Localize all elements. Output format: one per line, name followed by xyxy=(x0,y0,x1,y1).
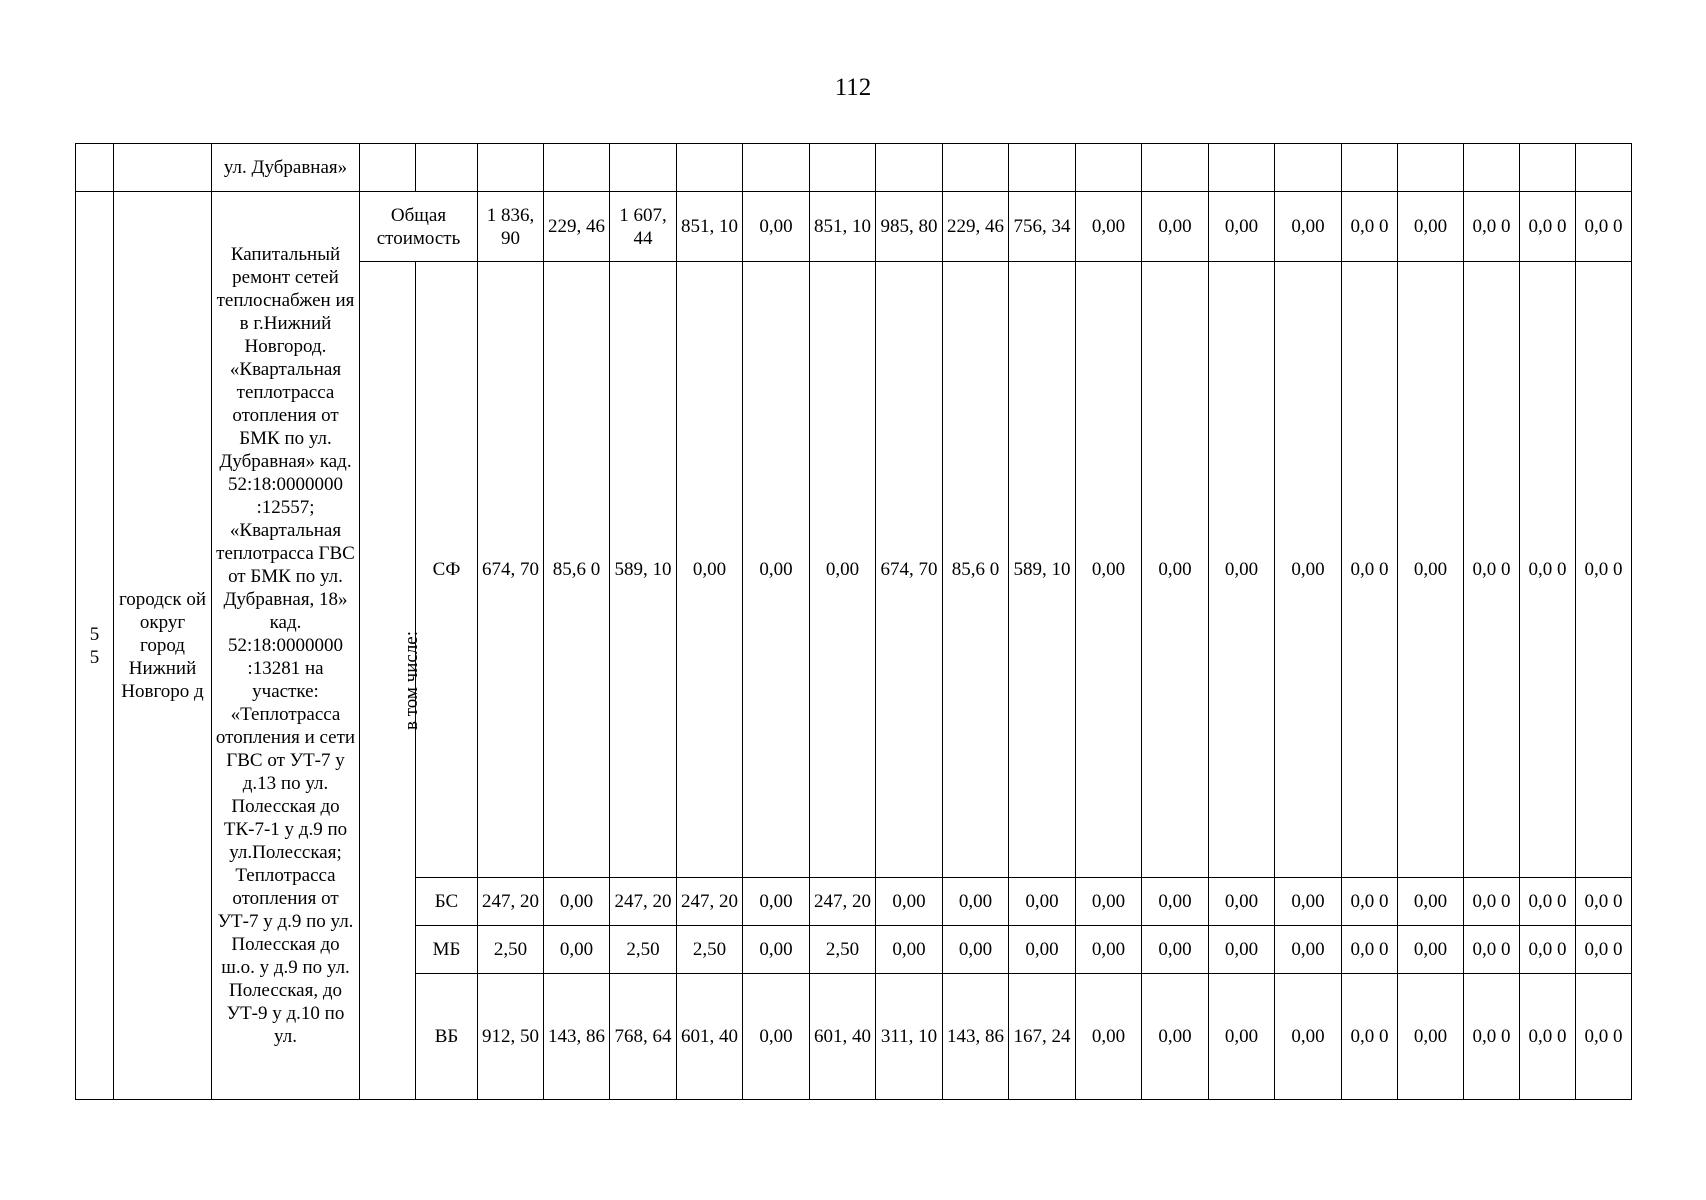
value-cell: 0,00 xyxy=(876,878,943,926)
value-cell: 0,0 0 xyxy=(1342,262,1398,878)
value-cell: 247, 20 xyxy=(810,878,876,926)
value-cell: 229, 46 xyxy=(544,192,610,262)
value-cell: 0,0 0 xyxy=(1464,878,1520,926)
value-cell: 311, 10 xyxy=(876,974,943,1100)
value-cell: 756, 34 xyxy=(1009,192,1076,262)
object-tail-cell: ул. Дубравная» xyxy=(212,144,360,192)
value-cell: 2,50 xyxy=(478,926,544,974)
value-cell: 601, 40 xyxy=(810,974,876,1100)
value-cell: 0,0 0 xyxy=(1464,974,1520,1100)
value-cell: 0,00 xyxy=(1275,926,1342,974)
value-cell: 0,00 xyxy=(1009,926,1076,974)
including-label: в том числе: xyxy=(401,630,423,731)
value-cell: 0,00 xyxy=(1209,974,1275,1100)
source-label: БС xyxy=(416,878,478,926)
value-cell: 0,00 xyxy=(1209,926,1275,974)
value-cell: 0,0 0 xyxy=(1520,878,1576,926)
value-cell: 589, 10 xyxy=(1009,262,1076,878)
budget-table xyxy=(75,143,1632,1100)
value-cell: 0,0 0 xyxy=(1520,926,1576,974)
value-cell: 851, 10 xyxy=(677,192,743,262)
value-cell: 0,00 xyxy=(1398,878,1464,926)
value-cell: 0,0 0 xyxy=(1342,926,1398,974)
value-cell: 0,00 xyxy=(1076,974,1142,1100)
continuation-row xyxy=(76,144,1632,192)
municipality: городск ой округ город Нижний Новгоро д xyxy=(114,192,212,1100)
value-cell: 0,00 xyxy=(743,974,810,1100)
value-cell: 589, 10 xyxy=(610,262,677,878)
value-cell: 0,0 0 xyxy=(1576,878,1632,926)
value-cell: 0,00 xyxy=(1398,926,1464,974)
value-cell: 0,0 0 xyxy=(1520,974,1576,1100)
value-cell: 229, 46 xyxy=(943,192,1009,262)
value-cell: 247, 20 xyxy=(610,878,677,926)
table-row-total xyxy=(76,192,1632,262)
value-cell: 0,00 xyxy=(743,878,810,926)
value-cell: 2,50 xyxy=(810,926,876,974)
value-cell: 0,00 xyxy=(1142,878,1209,926)
value-cell: 0,00 xyxy=(943,926,1009,974)
value-cell: 0,0 0 xyxy=(1342,192,1398,262)
including-label-cell xyxy=(360,262,423,1100)
value-cell: 247, 20 xyxy=(677,878,743,926)
value-cell: 601, 40 xyxy=(677,974,743,1100)
value-cell: 985, 80 xyxy=(876,192,943,262)
source-label: СФ xyxy=(416,262,478,878)
value-cell: 0,00 xyxy=(1142,192,1209,262)
value-cell: 0,00 xyxy=(1275,262,1342,878)
value-cell: 85,6 0 xyxy=(544,262,610,878)
index-cell xyxy=(76,144,114,192)
value-cell: 0,00 xyxy=(1142,262,1209,878)
value-cell: 0,00 xyxy=(544,926,610,974)
value-cell: 768, 64 xyxy=(610,974,677,1100)
value-cell: 143, 86 xyxy=(943,974,1009,1100)
value-cell: 0,00 xyxy=(1076,192,1142,262)
value-cell: 0,00 xyxy=(1076,878,1142,926)
value-cell: 0,0 0 xyxy=(1464,262,1520,878)
value-cell: 0,0 0 xyxy=(1520,192,1576,262)
value-cell: 912, 50 xyxy=(478,974,544,1100)
value-cell: 167, 24 xyxy=(1009,974,1076,1100)
value-cell: 0,0 0 xyxy=(1576,192,1632,262)
value-cell: 0,00 xyxy=(1142,974,1209,1100)
value-cell: 0,00 xyxy=(1275,974,1342,1100)
value-cell: 0,00 xyxy=(1398,192,1464,262)
value-cell: 0,00 xyxy=(544,878,610,926)
value-cell: 0,0 0 xyxy=(1576,926,1632,974)
value-cell: 143, 86 xyxy=(544,974,610,1100)
value-cell: 0,00 xyxy=(1209,878,1275,926)
total-cost-label: Общая стоимость xyxy=(360,192,478,262)
value-cell: 0,00 xyxy=(1398,262,1464,878)
value-cell: 0,00 xyxy=(943,878,1009,926)
row-index-text: 5 5 xyxy=(89,623,100,668)
value-cell: 0,00 xyxy=(1076,262,1142,878)
value-cell: 0,00 xyxy=(810,262,876,878)
value-cell: 0,00 xyxy=(743,262,810,878)
value-cell: 0,00 xyxy=(876,926,943,974)
row-index xyxy=(76,192,114,1100)
value-cell: 0,00 xyxy=(1209,262,1275,878)
page-number: 112 xyxy=(834,74,872,101)
value-cell: 0,00 xyxy=(743,926,810,974)
value-cell: 85,6 0 xyxy=(943,262,1009,878)
value-cell: 851, 10 xyxy=(810,192,876,262)
value-cell: 0,00 xyxy=(1009,878,1076,926)
value-cell: 674, 70 xyxy=(478,262,544,878)
value-cell: 0,0 0 xyxy=(1464,926,1520,974)
value-cell: 1 607, 44 xyxy=(610,192,677,262)
value-cell: 0,0 0 xyxy=(1520,262,1576,878)
value-cell: 247, 20 xyxy=(478,878,544,926)
value-cell: 0,0 0 xyxy=(1464,192,1520,262)
value-cell: 1 836, 90 xyxy=(478,192,544,262)
value-cell: 0,00 xyxy=(677,262,743,878)
value-cell: 0,00 xyxy=(1076,926,1142,974)
value-cell: 0,00 xyxy=(1142,926,1209,974)
value-cell: 0,0 0 xyxy=(1342,878,1398,926)
value-cell: 0,0 0 xyxy=(1576,974,1632,1100)
object-description: Капитальный ремонт сетей теплоснабжен ия в г.Нижний Новгород. «Квартальная теплотрасса отопления от БМК по ул. Дубравная» кад. 52:18:0000000 :12557; «Квартальная теплотрасса ГВС от БМК по ул. Дубравная, 18» кад. 52:18:0000000 :13281 на участке: «Теплотрасса отопления и сети ГВС от УТ-7 у д.13 по ул. Полесская до ТК-7-1 у д.9 по ул.Полесская; Теплотрасса отопления от УТ-7 у д.9 по ул. Полесская до ш.о. у д.9 по ул. Полесская, до УТ-9 у д.10 по ул. xyxy=(212,192,360,1100)
value-cell: 674, 70 xyxy=(876,262,943,878)
value-cell: 0,0 0 xyxy=(1576,262,1632,878)
value-cell: 0,00 xyxy=(743,192,810,262)
value-cell: 2,50 xyxy=(677,926,743,974)
value-cell: 0,00 xyxy=(1275,192,1342,262)
value-cell: 0,0 0 xyxy=(1342,974,1398,1100)
value-cell: 0,00 xyxy=(1209,192,1275,262)
value-cell: 2,50 xyxy=(610,926,677,974)
value-cell: 0,00 xyxy=(1398,974,1464,1100)
source-label: МБ xyxy=(416,926,478,974)
value-cell: 0,00 xyxy=(1275,878,1342,926)
source-label: ВБ xyxy=(416,974,478,1100)
municipality-cell xyxy=(114,144,212,192)
